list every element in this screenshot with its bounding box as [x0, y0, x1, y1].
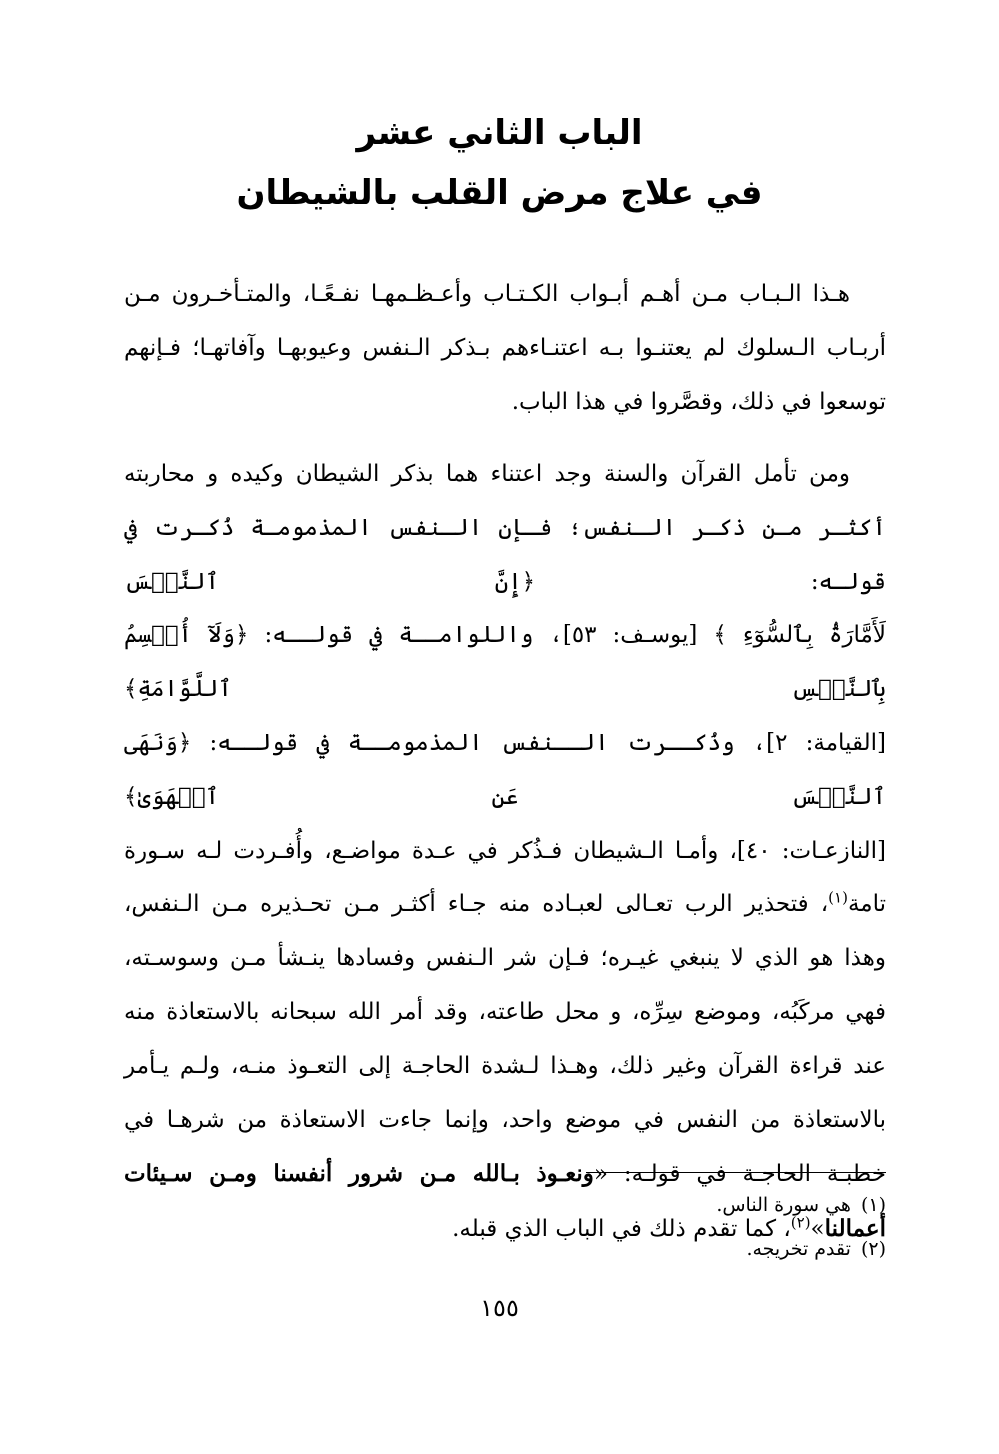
footnote-text: تقدم تخريجه.: [746, 1238, 851, 1260]
text-segment: خطبـة الحاجـة في قولـه: «: [593, 1161, 886, 1188]
chapter-subtitle: في علاج مرض القلب بالشيطان: [236, 173, 763, 213]
paragraph-intro: [124, 268, 886, 429]
paragraph-main: [124, 448, 886, 1257]
text-segment: ، كما تقدم ذلك في الباب الذي قبله.: [452, 1216, 791, 1243]
footnote-2: [746, 1234, 886, 1264]
text-line: وهذا هو الذي لا ينبغي غيـره؛ فـإن شر الـنفس وفسادها ينـشأ مـن وسوسـته،: [124, 945, 886, 972]
quran-quote: لَأَمَّارَةُۢ بِٱلسُّوٓءِ ﴾: [713, 622, 886, 649]
text-line: فهي مركَبُه، وموضع سِرِّه، و محل طاعته، وقد أمر الله سبحانه بالاستعاذة منه: [124, 998, 886, 1025]
text-line: هـذا الـبـاب مـن أهـم أبـواب الكـتـاب وأعـظـمهـا نفـعًـا، والمتـأخـرون مـن: [124, 281, 850, 307]
text-line: بالاستعاذة من النفس في موضع واحد، وإنما جاءت الاستعاذة من شرهـا في: [124, 1106, 886, 1133]
text-segment: تامة: [847, 891, 886, 918]
text-segment: [يوسـف: ٥٣]، واللوامــة في قولــه: ﴿وَلَآ أُقۡسِمُ بِٱلنَّفۡسِ ٱللَّوَّامَةِ﴾: [124, 622, 886, 703]
text-segment: ، فتحذير الرب تعـالى لعبـاده منه جـاء أكثـر مـن تحـذيره مـن الـنفس،: [124, 891, 829, 918]
footnote-separator: [586, 1172, 886, 1173]
footnote-text: هي سورة الناس.: [716, 1194, 851, 1216]
text-line: [124, 609, 886, 717]
footnote-number: (٢): [860, 1238, 886, 1260]
footnote-ref-2[interactable]: (٢): [790, 1213, 811, 1232]
hadith-quote: ونعـوذ بـالله مـن شرور أنفسنا ومـن سـيئات: [124, 1160, 594, 1188]
hadith-quote: أعمالنا: [824, 1215, 886, 1243]
footnote-ref-1[interactable]: (١): [828, 888, 848, 907]
footnote-number: (١): [860, 1194, 886, 1216]
page-number: ١٥٥: [480, 1294, 519, 1322]
text-segment: »: [810, 1216, 825, 1243]
text-line: ومن تأمل القرآن والسنة وجد اعتناء هما بذكر الشيطان وكيده و محاربته: [124, 461, 850, 487]
text-line: [124, 878, 886, 932]
text-line: أربـاب الـسلوك لم يعتنـوا بـه اعتنـاءهم بـذكر الـنفس وعيوبهـا وآفاتهـا؛ فـإنهم: [124, 334, 886, 361]
text-line: [القيامة: ٢]، وذُكــرت الــنفس المذمومــة في قولــه: ﴿وَنَهَى ٱلنَّفۡسَ عَنِ ٱلۡهَوَىٰ﴾: [124, 729, 886, 810]
text-line: [النازعـات: ٤٠]، وأمـا الـشيطان فـذُكر في عـدة مواضـع، وأُفـردت لـه سـورة: [124, 837, 887, 864]
text-line: توسعوا في ذلك، وقصَّروا في هذا الباب.: [511, 388, 886, 415]
chapter-title: الباب الثاني عشر: [356, 113, 643, 153]
footnote-1: [716, 1190, 886, 1220]
text-line: عند قراءة القرآن وغير ذلك، وهـذا لـشدة الحاجـة إلى التعـوذ منـه، ولـم يـأمر: [124, 1052, 886, 1079]
text-line: أكثـر مـن ذكـر الـنفس؛ فـإن الـنفس المذمومـة ذُكـرت في قولـه: ﴿إِنَّ ٱلنَّفۡسَ: [124, 514, 886, 595]
